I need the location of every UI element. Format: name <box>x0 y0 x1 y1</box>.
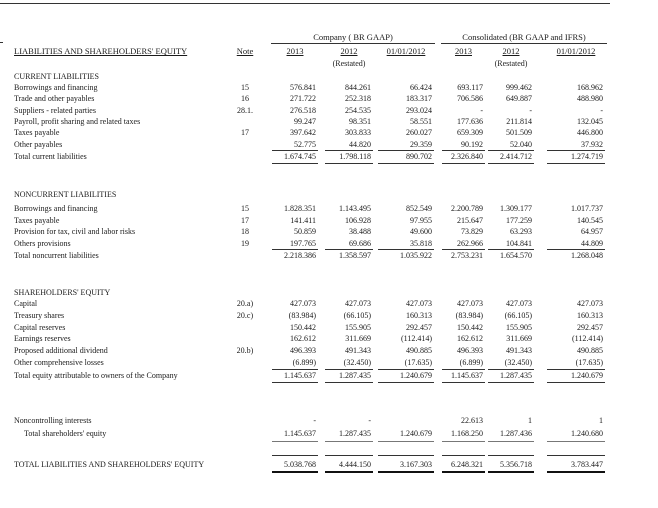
row-value: 58.551 <box>410 116 432 126</box>
row-value: 844.261 <box>345 83 371 92</box>
row-value: 693.117 <box>457 83 483 92</box>
row-value: 1.240.679 <box>571 370 603 380</box>
row-note: 20.a) <box>236 299 254 308</box>
total-row <box>0 251 658 262</box>
grand-total-top-rule <box>325 455 373 456</box>
row-label: TOTAL LIABILITIES AND SHAREHOLDERS' EQUITY <box>14 460 205 469</box>
row-value: 1.143.495 <box>339 204 371 213</box>
table-row <box>0 83 658 94</box>
row-value: 211.814 <box>506 116 532 126</box>
row-value: 659.309 <box>457 128 483 138</box>
row-value: 292.457 <box>577 322 603 332</box>
total-rule <box>547 382 605 383</box>
row-value: 999.462 <box>506 83 532 92</box>
row-note: 20.c) <box>236 310 254 320</box>
row-value: 197.765 <box>290 238 316 248</box>
row-value: 4.444.150 <box>339 460 371 469</box>
row-label: Noncontrolling interests <box>14 416 92 425</box>
row-value: 491.343 <box>506 346 532 356</box>
column-subheader: (Restated) <box>494 59 528 68</box>
subtotal-rule <box>488 249 534 250</box>
row-value: 37.932 <box>581 139 603 149</box>
row-value: 177.259 <box>506 215 532 225</box>
row-label: Borrowings and financing <box>14 83 98 92</box>
total-equity-rule <box>547 441 605 442</box>
row-value: (83.984) <box>288 310 316 320</box>
row-value: 162.612 <box>290 334 316 344</box>
row-label: Borrowings and financing <box>14 204 98 213</box>
table-row <box>0 299 658 310</box>
row-value: 160.313 <box>406 310 432 320</box>
row-value: 1.240.679 <box>400 370 432 380</box>
row-label: Payroll, profit sharing and related taxes <box>14 116 141 126</box>
row-value: 98.351 <box>349 116 371 126</box>
subtotal-rule <box>325 150 373 151</box>
grand-total-top-rule <box>442 455 485 456</box>
row-value: 1.268.048 <box>571 251 603 261</box>
table-row <box>0 94 658 105</box>
row-label: Proposed additional dividend <box>14 346 108 356</box>
row-note: 19 <box>241 238 249 248</box>
row-value: 292.457 <box>406 322 432 332</box>
row-value: 1.168.250 <box>451 429 483 438</box>
row-value: (112.414) <box>571 334 603 344</box>
column-header: 2012 <box>340 46 358 56</box>
row-value: 132.045 <box>577 116 603 126</box>
row-note: 17 <box>241 128 249 138</box>
row-value: 1.828.351 <box>284 204 316 213</box>
table-row <box>0 227 658 238</box>
row-value: (6.899) <box>459 358 483 367</box>
row-value: (112.414) <box>400 334 432 344</box>
row-value: 649.887 <box>506 94 532 104</box>
total-equity-rule <box>442 441 485 442</box>
row-value: 260.027 <box>406 128 432 138</box>
column-subheader: (Restated) <box>332 59 366 68</box>
row-value: (66.105) <box>343 310 371 320</box>
row-value: 490.885 <box>406 346 432 356</box>
subtotal-rule <box>547 150 605 151</box>
row-value: 1 <box>599 416 603 425</box>
row-value: 271.722 <box>290 94 316 104</box>
total-rule <box>488 163 534 164</box>
row-value: 99.247 <box>294 116 316 126</box>
grand-total-bottom-rule <box>272 471 318 473</box>
section-title: CURRENT LIABILITIES <box>14 72 99 81</box>
total-equity-rule <box>272 441 318 442</box>
subtotal-rule <box>272 369 318 370</box>
row-value: 1.287.436 <box>500 429 532 438</box>
total-equity-rule <box>325 441 373 442</box>
subtotal-rule <box>325 369 373 370</box>
row-value: 1.035.922 <box>400 251 432 261</box>
row-value: 44.820 <box>349 139 371 149</box>
row-value: - <box>600 105 603 115</box>
row-value: 3.167.303 <box>400 460 432 469</box>
subtotal-rule <box>488 150 534 151</box>
row-value: 311.669 <box>345 334 371 344</box>
consolidated-group-header <box>441 32 607 44</box>
row-label: Other payables <box>14 139 63 149</box>
row-value: 427.073 <box>345 299 371 308</box>
total-rule <box>272 382 318 383</box>
row-value: 141.411 <box>290 215 316 225</box>
row-value: 576.841 <box>290 83 316 92</box>
subtotal-rule <box>442 249 485 250</box>
row-value: 496.393 <box>457 346 483 356</box>
row-value: 155.905 <box>506 322 532 332</box>
row-value: 446.800 <box>577 128 603 138</box>
table-row <box>0 128 658 139</box>
row-value: 491.343 <box>345 346 371 356</box>
row-value: (83.984) <box>455 310 483 320</box>
row-value: 90.192 <box>461 139 483 149</box>
column-header: 2013 <box>286 46 304 56</box>
row-label: Treasury shares <box>14 310 65 320</box>
row-value: (32.450) <box>343 358 371 367</box>
grand-total-row <box>0 460 658 471</box>
table-row <box>0 334 658 345</box>
row-value: (17.635) <box>575 358 603 367</box>
note-column-header: Note <box>236 46 254 56</box>
row-value: 1 <box>528 416 532 425</box>
noncontrolling-row <box>0 416 658 427</box>
total-equity-rule <box>488 441 534 442</box>
total-rule <box>378 382 434 383</box>
row-value: 1.358.597 <box>339 251 371 261</box>
grand-total-bottom-rule <box>325 471 373 473</box>
table-row <box>0 117 658 128</box>
row-value: 490.885 <box>577 346 603 356</box>
top-rule <box>0 3 610 4</box>
row-value: 1.654.570 <box>500 251 532 261</box>
row-value: 2.753.231 <box>451 251 483 261</box>
table-row <box>0 358 658 369</box>
row-value: 215.647 <box>457 215 483 225</box>
row-value: 1.240.680 <box>571 429 603 438</box>
total-rule <box>325 163 373 164</box>
row-value: 397.642 <box>290 128 316 138</box>
subtotal-rule <box>272 150 318 151</box>
row-value: 852.549 <box>406 204 432 213</box>
row-value: 49.600 <box>410 227 432 237</box>
row-label: Total shareholders' equity <box>24 429 107 438</box>
row-value: 66.424 <box>410 83 432 92</box>
section-heading <box>0 72 658 83</box>
table-row <box>0 311 658 322</box>
row-note: 15 <box>241 204 249 213</box>
row-value: 501.509 <box>506 128 532 138</box>
row-value: 427.073 <box>506 299 532 308</box>
row-value: 1.240.679 <box>400 429 432 438</box>
row-value: - <box>480 105 483 115</box>
row-value: 2.326.840 <box>451 151 483 161</box>
section-title: SHAREHOLDERS' EQUITY <box>14 288 111 297</box>
grand-total-top-rule <box>488 455 534 456</box>
row-label: Suppliers - related parties <box>14 105 96 115</box>
row-note: 16 <box>241 94 249 104</box>
row-value: 2.218.386 <box>284 251 316 261</box>
row-label: Taxes payable <box>14 215 60 225</box>
row-value: 5.356.718 <box>500 460 532 469</box>
row-value: 183.317 <box>406 94 432 104</box>
subtotal-rule <box>378 369 434 370</box>
section-heading <box>0 190 658 201</box>
row-value: 890.702 <box>406 151 432 161</box>
row-value: 1.674.745 <box>284 151 316 161</box>
row-value: 177.636 <box>457 116 483 126</box>
row-value: 106.928 <box>345 215 371 225</box>
grand-total-bottom-rule <box>547 471 605 473</box>
total-rule <box>442 382 485 383</box>
row-value: 1.287.435 <box>339 370 371 380</box>
row-value: 496.393 <box>290 346 316 356</box>
grand-total-top-rule <box>272 455 318 456</box>
total-rule <box>547 163 605 164</box>
company-group-label: Company ( BR GAAP) <box>271 32 435 44</box>
total-rule <box>272 163 318 164</box>
table-row <box>0 323 658 334</box>
total-equity-row <box>0 429 658 440</box>
row-value: 52.775 <box>294 139 316 149</box>
row-label: Other comprehensive losses <box>14 358 104 367</box>
subtotal-rule <box>442 150 485 151</box>
row-value: 427.073 <box>290 299 316 308</box>
table-row <box>0 346 658 357</box>
subtotal-rule <box>378 150 434 151</box>
row-value: - <box>313 416 316 425</box>
row-value: 52.040 <box>510 139 532 149</box>
row-value: 1.145.637 <box>284 370 316 380</box>
row-value: 427.073 <box>577 299 603 308</box>
column-header: 2012 <box>502 46 520 56</box>
total-equity-rule <box>378 441 434 442</box>
row-value: 5.038.768 <box>284 460 316 469</box>
subtotal-rule <box>325 249 373 250</box>
row-value: 276.518 <box>290 105 316 115</box>
left-tick <box>0 42 3 43</box>
row-value: 150.442 <box>290 322 316 332</box>
row-value: 104.841 <box>506 238 532 248</box>
row-value: 22.613 <box>461 416 483 425</box>
consolidated-group-label: Consolidated (BR GAAP and IFRS) <box>441 32 607 44</box>
row-value: 38.488 <box>349 227 371 237</box>
total-row <box>0 371 658 382</box>
row-value: 1.145.637 <box>451 370 483 380</box>
row-label: Total noncurrent liabilities <box>14 251 99 261</box>
table-row <box>0 106 658 117</box>
row-value: - <box>368 416 371 425</box>
row-value: 1.274.719 <box>571 151 603 161</box>
table-row <box>0 204 658 215</box>
row-value: 303.833 <box>345 128 371 138</box>
row-label: Others provisions <box>14 238 71 248</box>
row-value: 50.859 <box>294 227 316 237</box>
table-row <box>0 216 658 227</box>
row-value: 168.962 <box>577 83 603 92</box>
row-value: 44.809 <box>581 238 603 248</box>
row-note: 20.b) <box>236 346 254 356</box>
total-rule <box>442 163 485 164</box>
row-value: 69.686 <box>349 238 371 248</box>
row-value: 1.017.737 <box>571 204 603 213</box>
row-value: 2.200.789 <box>451 204 483 213</box>
column-header: 01/01/2012 <box>386 46 426 56</box>
row-note: 18 <box>241 227 249 237</box>
subtotal-rule <box>378 249 434 250</box>
row-value: 706.586 <box>457 94 483 104</box>
row-value: 1.798.118 <box>339 151 371 161</box>
row-value: 63.293 <box>510 227 532 237</box>
column-header: 2013 <box>455 46 472 56</box>
row-value: 254.535 <box>345 105 371 115</box>
row-label: Taxes payable <box>14 128 60 138</box>
row-value: 293.024 <box>406 105 432 115</box>
row-label: Trade and other payables <box>14 94 95 104</box>
row-value: 311.669 <box>506 334 532 344</box>
row-value: 427.073 <box>457 299 483 308</box>
subtotal-rule <box>547 249 605 250</box>
row-value: 252.318 <box>345 94 371 104</box>
subtotal-rule <box>272 249 318 250</box>
row-value: 1.287.435 <box>339 429 371 438</box>
row-value: - <box>529 105 532 115</box>
subtotal-rule <box>442 369 485 370</box>
total-rule <box>488 382 534 383</box>
row-value: 162.612 <box>457 334 483 344</box>
row-value: 140.545 <box>577 215 603 225</box>
row-label: Earnings reserves <box>14 334 71 344</box>
row-value: (17.635) <box>404 358 432 367</box>
row-value: 73.829 <box>461 227 483 237</box>
row-label: Total equity attributable to owners of the Company <box>14 370 178 380</box>
grand-total-top-rule <box>547 455 605 456</box>
total-row <box>0 152 658 163</box>
company-group-header <box>271 32 435 44</box>
row-value: 160.313 <box>577 310 603 320</box>
total-rule <box>325 382 373 383</box>
row-value: 64.957 <box>581 227 603 237</box>
row-label: Provision for tax, civil and labor risks <box>14 227 136 237</box>
row-value: 155.905 <box>345 322 371 332</box>
section-heading <box>0 288 658 299</box>
row-label: Capital reserves <box>14 322 66 332</box>
grand-total-bottom-rule <box>378 471 434 473</box>
total-rule <box>378 163 434 164</box>
row-value: 150.442 <box>457 322 483 332</box>
row-note: 17 <box>241 215 249 225</box>
subtotal-rule <box>547 369 605 370</box>
row-value: 262.966 <box>457 238 483 248</box>
row-value: 6.248.321 <box>451 460 483 469</box>
row-value: 1.287.435 <box>500 370 532 380</box>
statement-title: LIABILITIES AND SHAREHOLDERS' EQUITY <box>14 46 188 56</box>
row-value: 488.980 <box>577 94 603 104</box>
row-value: 1.309.177 <box>500 204 532 213</box>
row-note: 15 <box>241 83 249 92</box>
grand-total-bottom-rule <box>488 471 534 473</box>
row-value: (6.899) <box>292 358 316 367</box>
column-header: 01/01/2012 <box>556 46 596 56</box>
subtotal-rule <box>488 369 534 370</box>
row-value: 2.414.712 <box>500 151 532 161</box>
row-value: 35.818 <box>410 238 432 248</box>
grand-total-top-rule <box>378 455 434 456</box>
table-row <box>0 239 658 250</box>
row-label: Capital <box>14 299 38 308</box>
row-value: 97.955 <box>410 215 432 225</box>
section-title: NONCURRENT LIABILITIES <box>14 190 117 199</box>
grand-total-bottom-rule <box>442 471 485 473</box>
row-value: 427.073 <box>406 299 432 308</box>
row-note: 28.1. <box>237 105 253 115</box>
row-value: 1.145.637 <box>284 429 316 438</box>
row-value: 3.783.447 <box>571 460 603 469</box>
row-value: (66.105) <box>504 310 532 320</box>
row-label: Total current liabilities <box>14 151 87 161</box>
row-value: (32.450) <box>504 358 532 367</box>
row-value: 29.359 <box>410 139 432 149</box>
